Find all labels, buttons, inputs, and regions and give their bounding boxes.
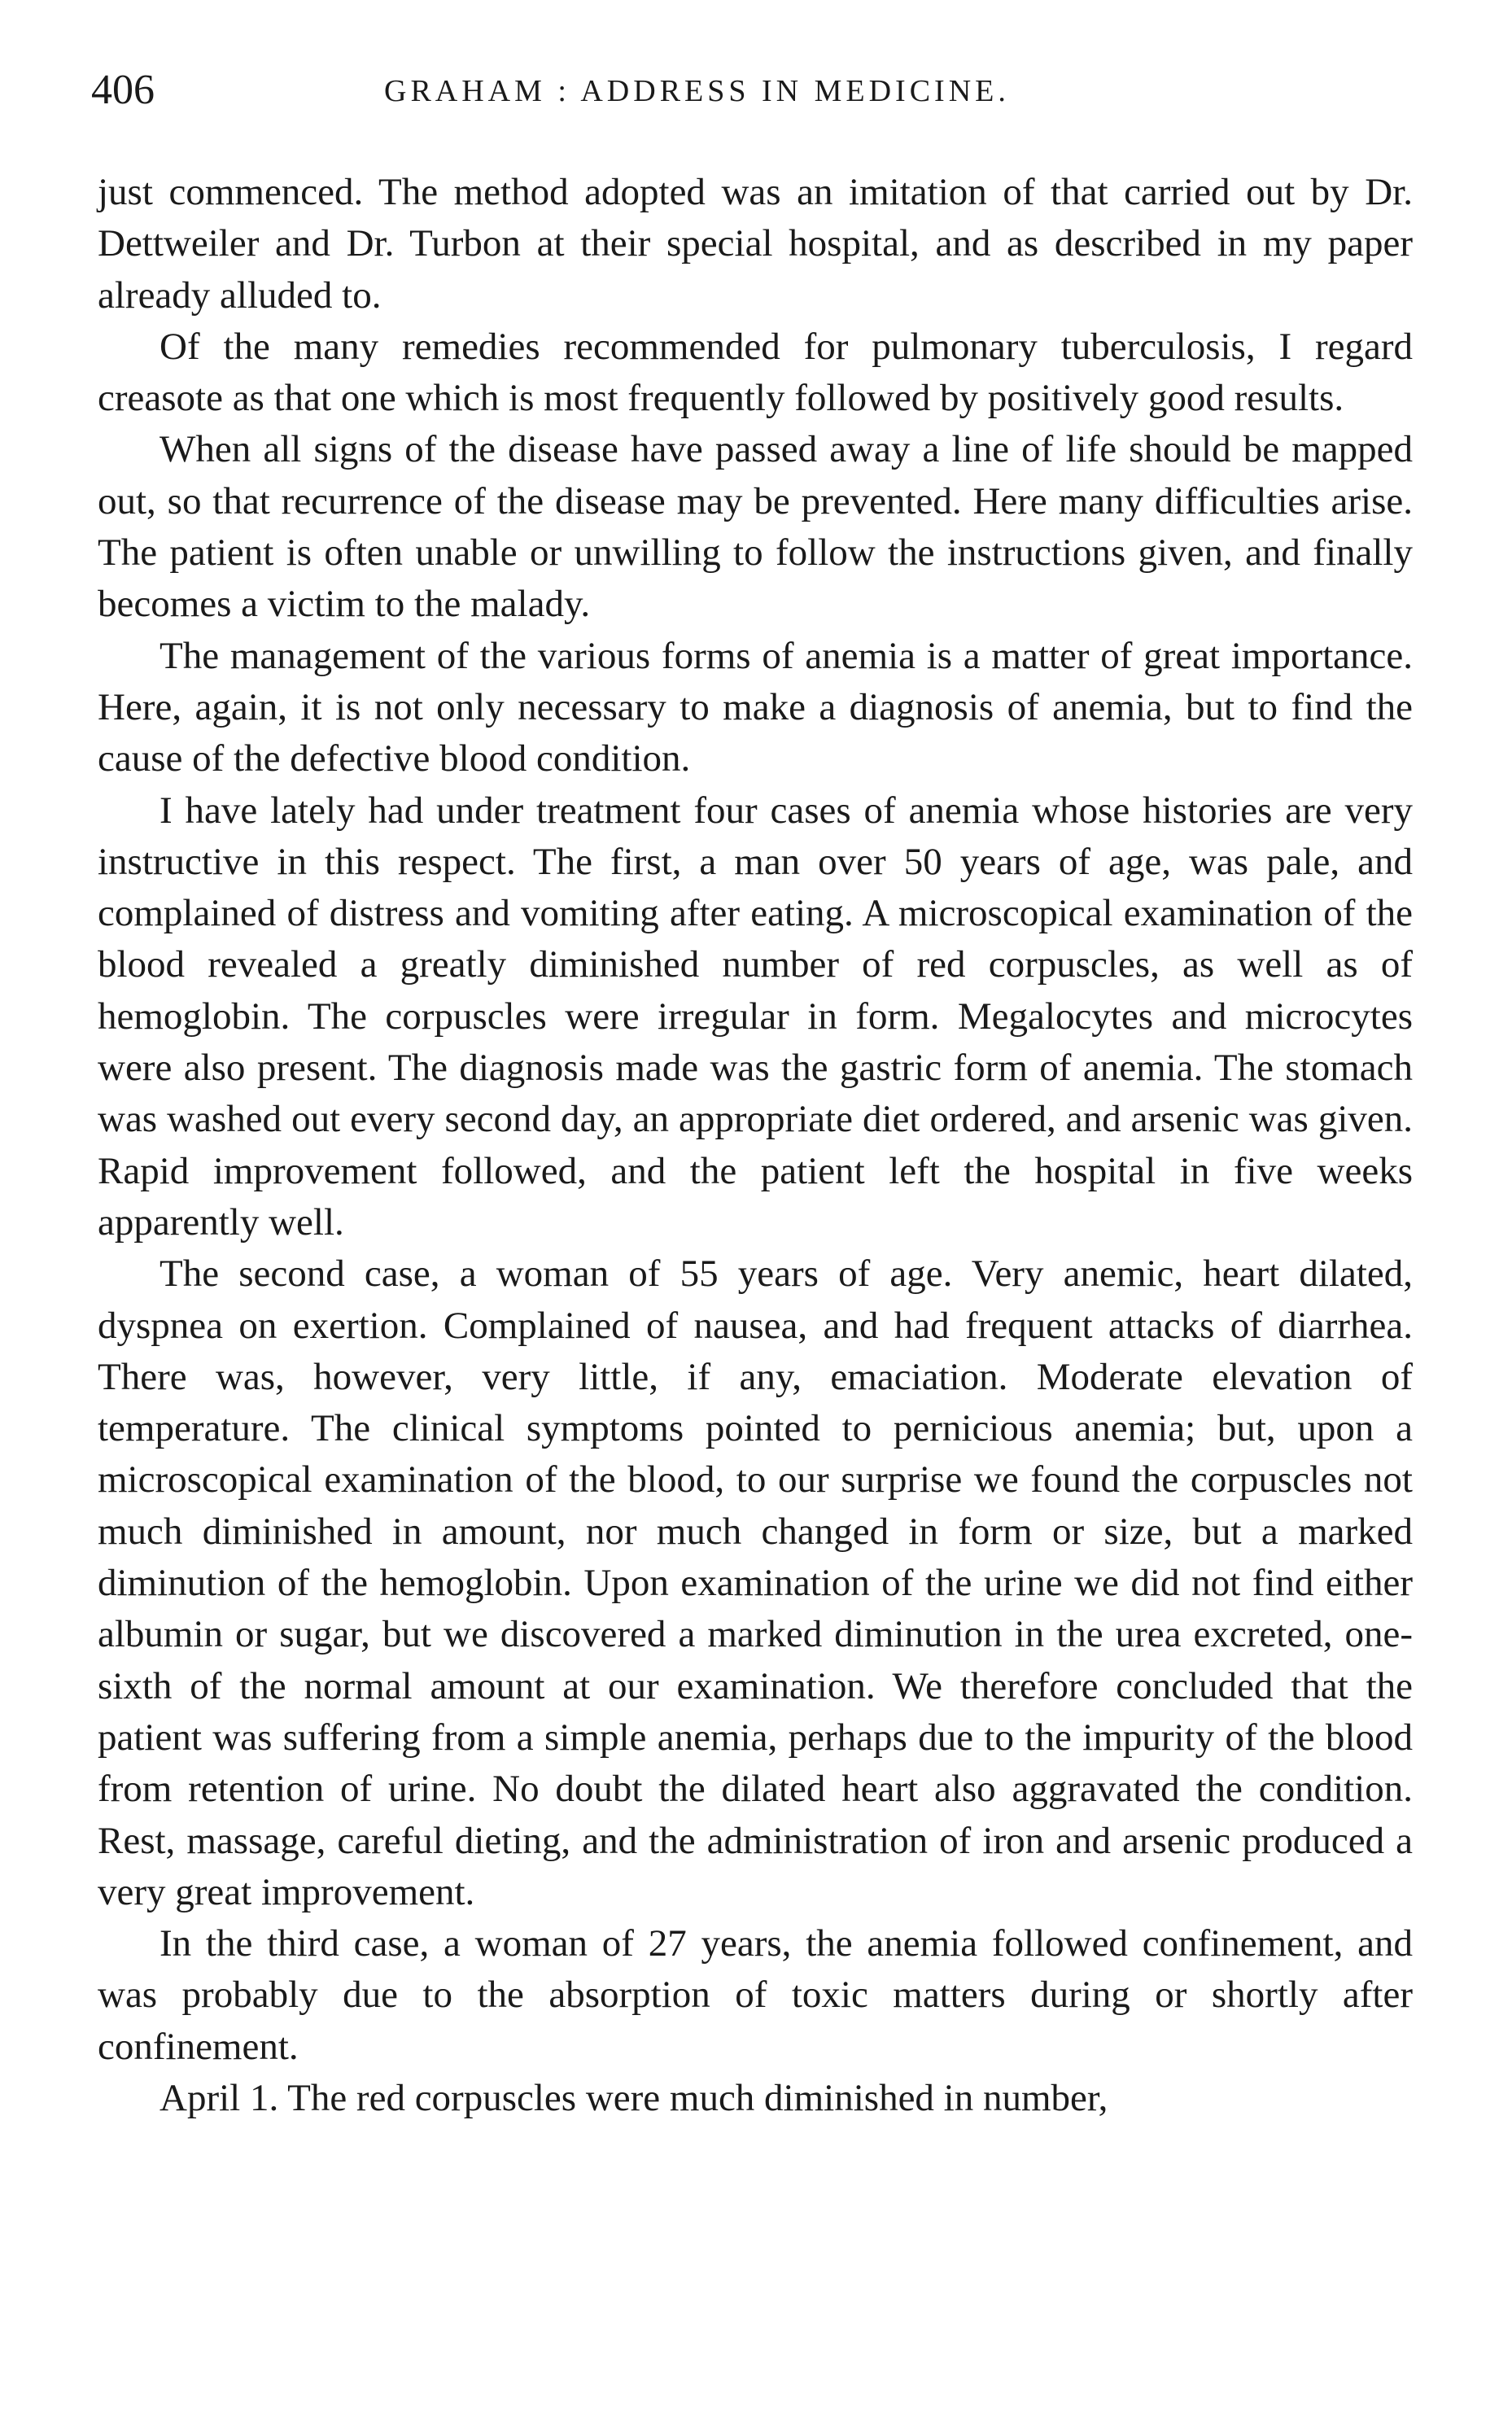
body-text bbox=[98, 167, 1413, 2397]
paragraph-third-case: In the third case, a woman of 27 years, the anemia followed confinement, and was probably due to the absorption of toxic matters during or shortly after confinement. bbox=[98, 1922, 1413, 2068]
paragraph-anemia-management: The management of the various forms of anemia is a matter of great importance. Here, again, it is not only necessary to make a diagnosis of anemia, but to find the cause of the defective blood condition. bbox=[98, 634, 1413, 780]
page-number: 406 bbox=[91, 67, 155, 113]
paragraph-recurrence: When all signs of the disease have passed away a line of life should be mapped out, so that recurrence of the disease may be prevented. Here many difficulties arise. The patient is often unable or unwilling to follow the instructions given, and finally becomes a victim to the malady. bbox=[98, 428, 1413, 626]
paragraph-april-note: April 1. The red corpuscles were much diminished in number, bbox=[160, 2076, 1108, 2119]
paragraph-first-case: I have lately had under treatment four cases of anemia whose histories are very instructive in this respect. The first, a man over 50 years of age, was pale, and complained of distress and vomiting after eating. A microscopical examination of the blood revealed a greatly diminished number of red corpuscles, as well as of hemoglobin. The corpuscles were irregular in form. Megalocytes and microcytes were also present. The diagnosis made was the gastric form of anemia. The stomach was washed out every second day, an appropriate diet ordered, and arsenic was given. Rapid improvement followed, and the patient left the hospital in five weeks apparently well. bbox=[98, 789, 1413, 1244]
paragraph-second-case: The second case, a woman of 55 years of age. Very anemic, heart dilated, dyspnea on exertion. Complained of nausea, and had frequent attacks of diarrhea. There was, however, very little, if any, emaciation. Moderate elevation of temperature. The clinical symptoms pointed to pernicious anemia; but, upon a microscopical examination of the blood, to our surprise we found the corpuscles not much diminished in amount, nor much changed in form or size, but a marked diminution of the hemoglobin. Upon examination of the urine we did not find either albumin or sugar, but we discovered a marked diminution in the urea excreted, one-sixth of the normal amount at our examination. We therefore concluded that the patient was suffering from a simple anemia, perhaps due to the impurity of the blood from retention of urine. No doubt the dilated heart also aggravated the condition. Rest, massage, careful dieting, and the administration of iron and arsenic produced a very great improvement. bbox=[98, 1252, 1413, 1913]
running-head: GRAHAM : ADDRESS IN MEDICINE. bbox=[384, 74, 1010, 108]
paragraph-continued: just commenced. The method adopted was an imitation of that carried out by Dr. Dettweiler and Dr. Turbon at their special hospital, and as described in my paper already alluded to. bbox=[98, 171, 1413, 317]
paragraph-creasote: Of the many remedies recommended for pulmonary tuberculosis, I regard creasote as that one which is most frequently followed by positively good results. bbox=[98, 325, 1413, 420]
page-header bbox=[91, 62, 1409, 119]
